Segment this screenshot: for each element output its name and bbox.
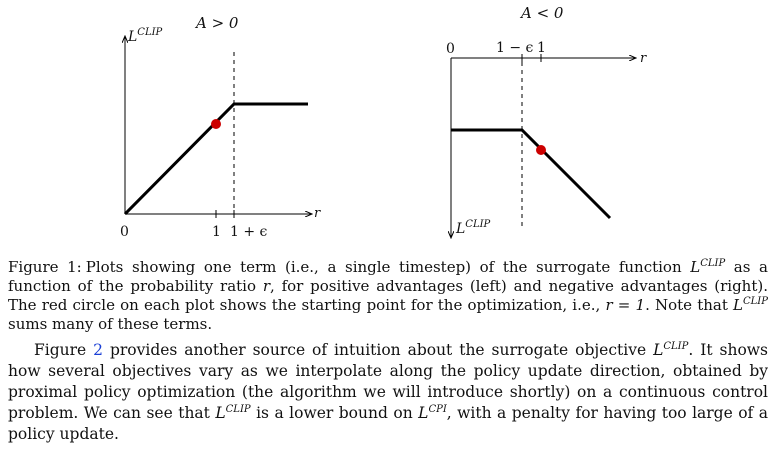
para-text-2: provides another source of intuition about the surrogate objective [103, 341, 654, 359]
figure-caption [8, 258, 768, 334]
para-l-cpi: $L^{CPI}$ [418, 403, 447, 422]
right-tick-one-minus-eps-label: 1 − ϵ [496, 40, 534, 56]
caption-r-equals-one: r = 1 [605, 296, 646, 314]
right-start-point-marker [536, 145, 546, 155]
right-clip-curve [451, 130, 610, 218]
caption-text-2: as a function of the probability ratio [8, 258, 769, 295]
figure-2-reference-link[interactable]: 2 [93, 341, 104, 359]
left-plot-title: A > 0 [196, 14, 239, 32]
right-tick-one-label: 1 [537, 40, 546, 56]
left-tick-one-label: 1 [212, 224, 221, 240]
para-l-clip-2: $L^{CLIP}$ [215, 403, 251, 422]
right-x-axis-label: r [640, 51, 647, 66]
para-text-3: . It shows how several objectives vary as we interpolate along the policy update direction, obtained by proximal policy optimization (the algorithm we will introduce shortly) on a continuous control problem. We can see that [8, 341, 769, 422]
caption-text-3: , for positive advantages (left) and negative advantages (right). The red circle on each plot shows the starting point for the optimization, i.e., [8, 277, 768, 314]
left-origin-label: 0 [120, 224, 129, 240]
para-text-5: , with a penalty for having too large of a policy update. [8, 404, 768, 443]
caption-l-clip-2: $L^{CLIP}$ [733, 296, 768, 314]
caption-text-5: sums many of these terms. [8, 315, 213, 333]
right-plot [446, 4, 647, 238]
right-y-axis-label: $L^{CLIP}$ [456, 219, 491, 237]
left-tick-one-plus-eps-label: 1 + ϵ [230, 224, 268, 240]
caption-text-1: Plots showing one term (i.e., a single timestep) of the surrogate function [85, 258, 691, 276]
left-start-point-marker [211, 119, 221, 129]
para-text-4: is a lower bound on [250, 404, 419, 422]
right-plot-title: A < 0 [521, 4, 564, 22]
left-plot [120, 14, 321, 240]
caption-l-clip-1: $L^{CLIP}$ [690, 258, 726, 276]
caption-text-4: . Note that [645, 296, 734, 314]
left-y-axis-label: $L^{CLIP}$ [128, 27, 163, 45]
caption-ratio-r: r [262, 277, 270, 295]
caption-label: Figure 1: [8, 258, 82, 276]
para-text-1: Figure [34, 341, 94, 359]
left-x-axis-label: r [314, 206, 321, 221]
right-origin-label: 0 [446, 41, 455, 57]
body-paragraph [8, 340, 768, 445]
para-l-clip-1: $L^{CLIP}$ [653, 340, 689, 359]
